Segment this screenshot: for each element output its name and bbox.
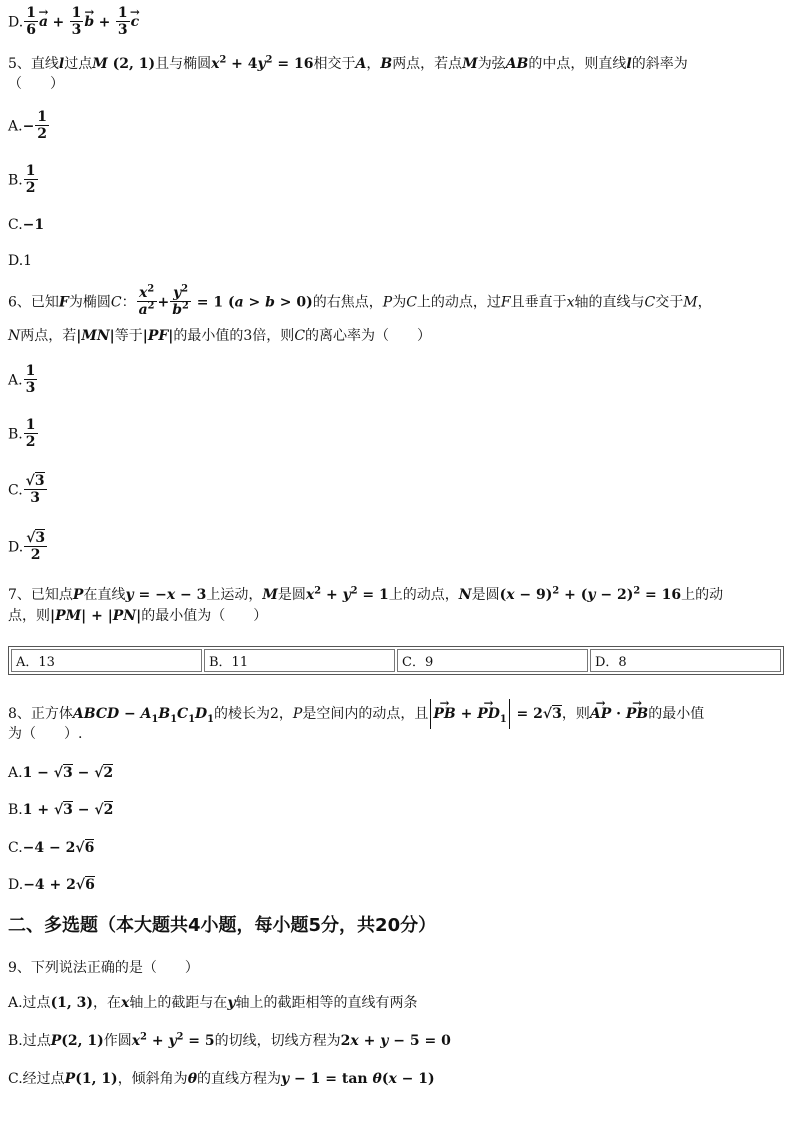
q9-option-a: A.过点(1, 3)，在x轴上的截距与在y轴上的截距相等的直线有两条: [8, 995, 418, 1011]
q6-option-b: B. $\frac{1}{2}$: [8, 417, 36, 451]
q8-option-c: C.−4 − 2√6: [8, 840, 95, 856]
q5-option-b: B. $\frac{1}{2}$: [8, 163, 36, 197]
q6-option-d: D. $\frac{√3}{2}$: [8, 530, 46, 564]
q7-stem-line2: 点，则|PM| + |PN|的最小值为（ ）: [8, 608, 268, 624]
q7-option-c: C．9: [397, 649, 588, 672]
q6-option-a: A. $\frac{1}{3}$: [8, 363, 36, 397]
q8-stem-line2: 为（ ）.: [8, 726, 83, 742]
q5-option-d: D.1: [8, 253, 33, 269]
q9-stem: 9、下列说法正确的是（ ）: [8, 960, 199, 976]
q7-option-a: A．13: [11, 649, 202, 672]
q7-option-d: D．8: [590, 649, 781, 672]
q6-stem-line2: N两点，若|MN|等于|PF|的最小值的3倍，则C的离心率为（ ）: [8, 328, 432, 344]
q5-option-a: A.− $\frac{1}{2}$: [8, 109, 48, 143]
q6-stem-line1: 6、已知F为椭圆C： $\frac{x^2}{a^2}$ + $\frac{y^2}{b^2}$ = 1 (a > b > 0)的右焦点，P为C上的动点，过F且垂直于x轴的直线与C交于M，: [8, 283, 712, 319]
q8-option-d: D.−4 + 2√6: [8, 877, 95, 893]
q8-option-b: B.1 + √3 − √2: [8, 802, 114, 818]
q6-option-c: C. $\frac{√3}{3}$: [8, 473, 45, 507]
q4-option-d: D. $\frac{1}{6}$ → a + $\frac{1}{3}$ → b + $\frac{1}{3}$ → c: [8, 6, 139, 38]
q5-blank: （ ）: [8, 76, 64, 92]
q9-option-b: B.过点P(2, 1)作圆$x^2 + y^2 = 5$的切线，切线方程为2x + y − 5 = 0: [8, 1031, 451, 1049]
q5-stem: 5、直线l过点M (2, 1)且与椭圆$x^2 + 4y^2 = 16$相交于A，B两点，若点M为弦AB的中点，则直线l的斜率为: [8, 54, 688, 72]
q7-stem-line1: 7、已知点P在直线y = −x − 3上运动，M是圆$x^2 + y^2 = 1$上的动点，N是圆$(x - 9)^2 + (y - 2)^2 = 16$上的动: [8, 585, 724, 603]
q8-option-a: A.1 − √3 − √2: [8, 765, 114, 781]
section-heading: 二、多选题（本大题共4小题，每小题5分，共20分）: [8, 915, 437, 936]
q9-option-c: C.经过点P(1, 1)，倾斜角为θ的直线方程为y − 1 = tan θ(x − 1): [8, 1071, 435, 1087]
q5-option-c: C.−1: [8, 217, 45, 233]
q7-options-table: [8, 646, 784, 675]
q7-option-b: B．11: [204, 649, 395, 672]
q8-stem-line1: 8、正方体ABCD − $A_1B_1C_1D_1$的棱长为2，P是空间内的动点，且→ PB + → $PD_1 = 2√3$，则→ AP · → PB的最小值: [8, 699, 704, 729]
